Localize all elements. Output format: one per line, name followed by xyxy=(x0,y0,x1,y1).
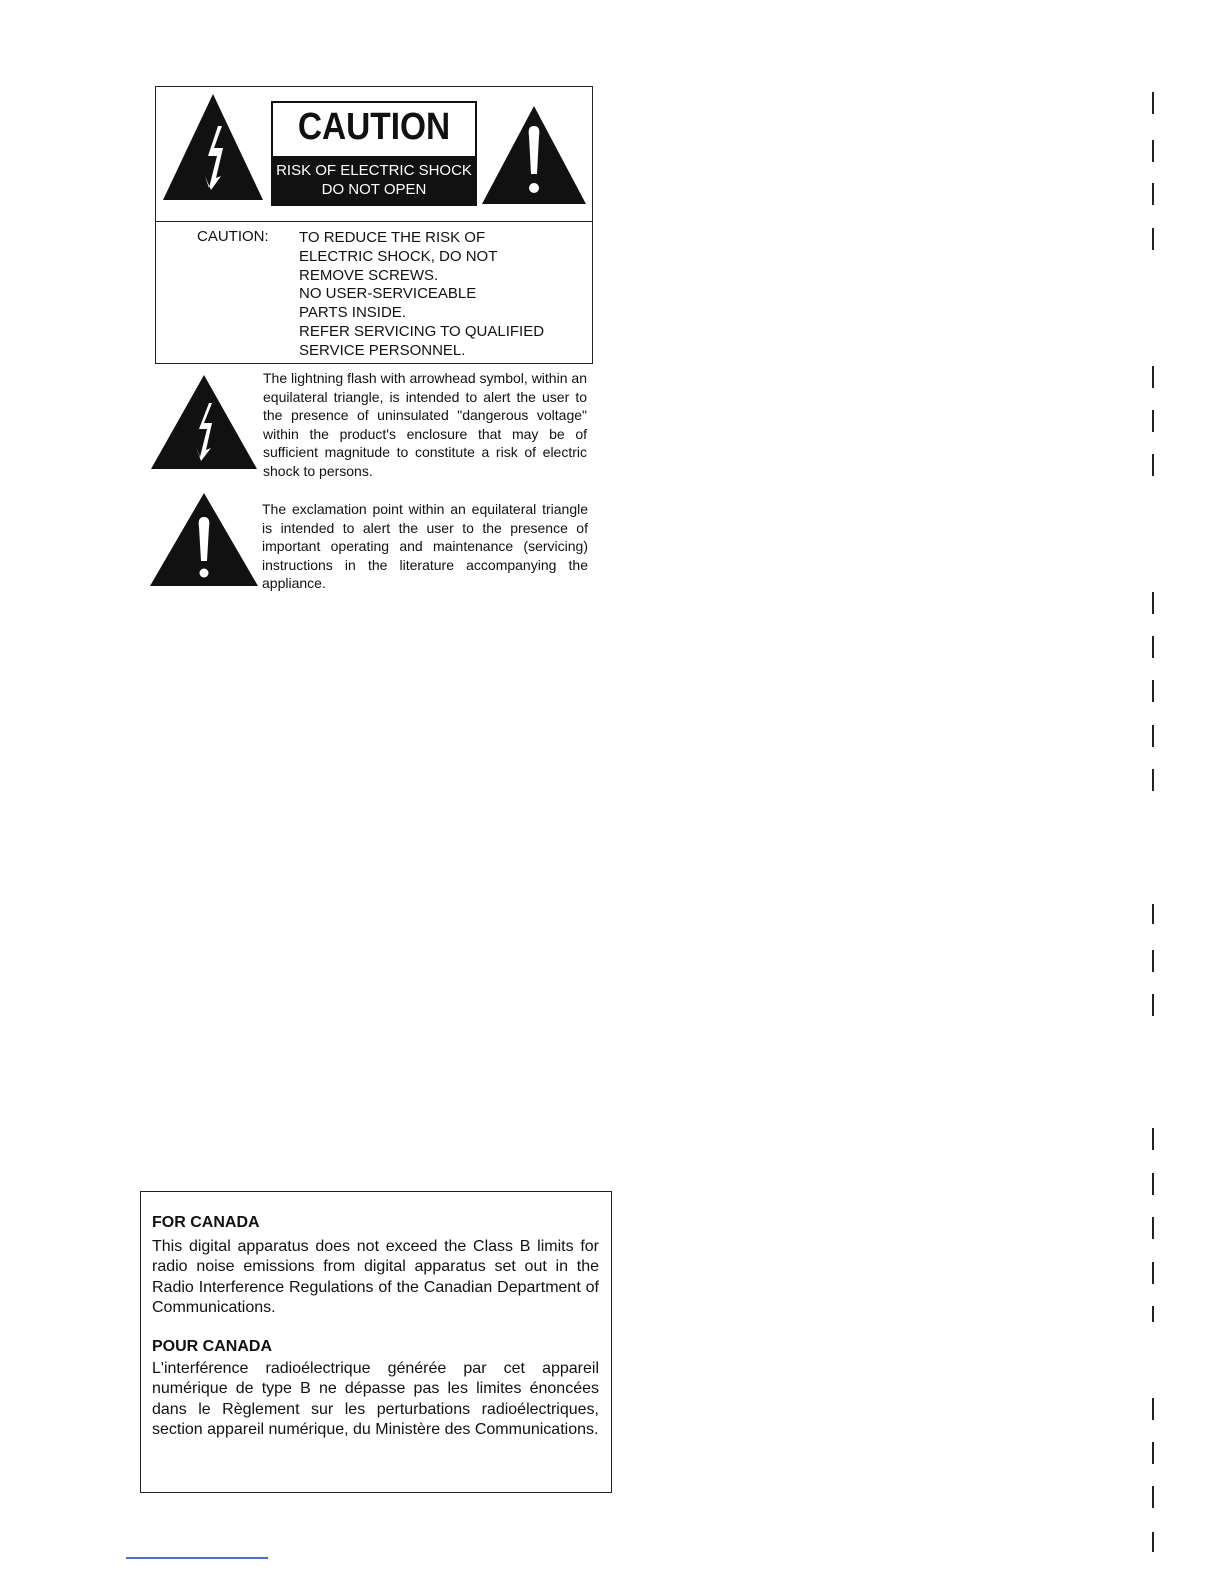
caution-subtitle-line2: DO NOT OPEN xyxy=(321,181,427,198)
caution-line: NO USER-SERVICEABLE xyxy=(299,285,477,303)
caution-line: PARTS INSIDE. xyxy=(299,304,406,322)
canada-fr-heading: POUR CANADA xyxy=(152,1338,272,1355)
canada-en-heading: FOR CANADA xyxy=(152,1214,260,1231)
exclamation-symbol-description: The exclamation point within an equilateral triangle is intended to alert the user to the presence of important operating and maintenance (servicing) instructions in the literature accompanying the appliance. xyxy=(262,501,588,591)
caution-subtitle-line1: RISK OF ELECTRIC SHOCK xyxy=(276,162,472,179)
caution-line: TO REDUCE THE RISK OF xyxy=(299,229,486,246)
caution-title: CAUTION xyxy=(297,106,451,148)
footer-rule xyxy=(126,1557,268,1559)
canada-en-body: This digital apparatus does not exceed the Class B limits for radio noise emissions from digital apparatus set out in the Radio Interference Regulations of the Canadian Department of Communications. xyxy=(152,1238,599,1317)
canada-fr-body: L'interférence radioélectrique générée par cet appareil numérique de type B ne dépasse pas les limites énoncées dans le Règlement sur les perturbations radioélectriques, section appareil numérique, du Ministère des Communications. xyxy=(152,1360,599,1439)
lightning-symbol-icon xyxy=(149,373,259,471)
caution-divider xyxy=(155,221,593,222)
lightning-triangle-icon xyxy=(161,92,265,202)
caution-line: REMOVE SCREWS. xyxy=(299,266,439,284)
exclamation-symbol-icon xyxy=(148,491,260,588)
caution-subtitle xyxy=(273,156,475,204)
caution-statement xyxy=(299,229,589,361)
caution-line: REFER SERVICING TO QUALIFIED xyxy=(299,322,545,340)
lightning-symbol-description: The lightning flash with arrowhead symbol, within an equilateral triangle, is intended to alert the user to the presence of uninsulated "dangerous voltage" within the product's enclosure that may be of sufficient magnitude to constitute a risk of electric shock to persons. xyxy=(263,370,587,479)
exclamation-triangle-icon xyxy=(480,104,588,206)
caution-prefix: CAUTION: xyxy=(197,228,269,245)
caution-line: SERVICE PERSONNEL. xyxy=(299,341,466,359)
caution-line: ELECTRIC SHOCK, DO NOT xyxy=(299,247,498,265)
